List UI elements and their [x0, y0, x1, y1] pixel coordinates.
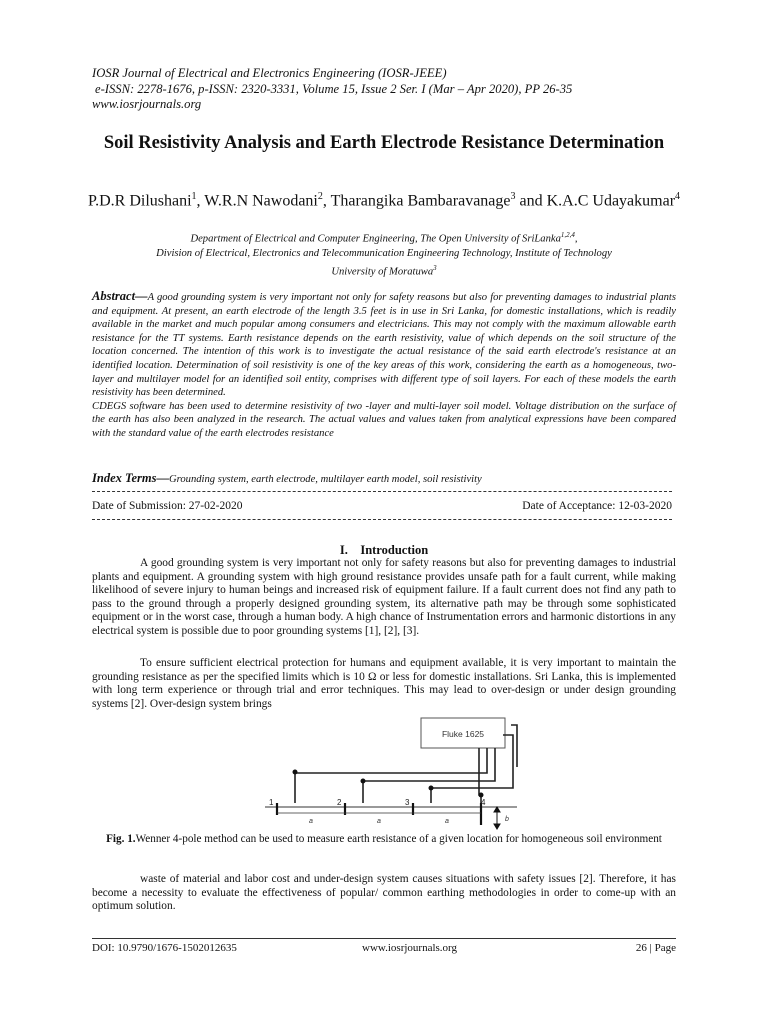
figure-caption-label: Fig. 1. — [106, 833, 136, 845]
abstract-paragraph-2: CDEGS software has been used to determine resistivity of two -layer and multi-layer soil model. Voltage distribution on the surface of the earth has also been analyzed in the research. The actual values and values taken from analytical expressions have been compared with the standard value of the earth electrodes resistance — [92, 400, 676, 439]
wenner-diagram — [255, 715, 535, 830]
electrode-label-3: 3 — [405, 798, 410, 807]
depth-label: b — [505, 816, 509, 823]
affiliation-3-sup: 3 — [433, 263, 437, 272]
affiliation-1-sup: 1,2,4 — [560, 231, 575, 239]
paper-title: Soil Resistivity Analysis and Earth Electrode Resistance Determination — [103, 133, 665, 153]
depth-arrow — [494, 807, 500, 829]
footer-rule — [92, 938, 676, 939]
section-heading — [92, 543, 676, 558]
author-1: P.D.R Dilushani — [87, 192, 192, 210]
submission-date: Date of Submission: 27-02-2020 — [92, 500, 243, 512]
affiliations: Department of Electrical and Computer Engineering, The Open University of SriLanka$^{1,2,4}$, Division of Electrical, Electronics and Telecommunication Engineering Technology, Institute of Technology University of Moratuwa$^3$ — [60, 228, 708, 279]
dates-row — [92, 500, 672, 512]
page-footer — [92, 942, 676, 954]
intro-paragraph-1: A good grounding system is very important not only for safety reasons but also for preventing damages to industrial plants and equipment. A grounding system with high ground resistance provides unsafe path for a fault current, while making likelihood of severe injury to human beings and increased risk of equipment failure. If a fault current does not find any path to pass to the ground through a properly designed grounding system, its alternative path may be through some sophisticated equipment or in the worst case, through a human body. A high chance of Instrumentation errors and harmonic distortions in any electrical system is possible due to poor grounding systems [1], [2], [3]. — [92, 557, 676, 637]
divider-top — [92, 491, 672, 492]
figure-caption-text: Wenner 4-pole method can be used to measure earth resistance of a given location for homogeneous soil environment — [135, 833, 662, 845]
divider-bottom — [92, 519, 672, 520]
author-2-sup: 2 — [317, 191, 323, 202]
intro-paragraph-2: To ensure sufficient electrical protection for humans and equipment available, it is very important to maintain the grounding resistance as per the specified limits which is 10 Ω or less for domestic installations. Sri Lanka, this is implemented with long term experience or through trial and error techniques. This may lead to over-design or under design grounding systems [2]. Over-design system brings — [92, 657, 676, 710]
journal-name: IOSR Journal of Electrical and Electronics Engineering (IOSR-JEEE) — [92, 66, 447, 80]
author-4: and K.A.C Udayakumar — [515, 192, 676, 210]
author-3-sup: 3 — [510, 191, 516, 202]
acceptance-date: Date of Acceptance: 12-03-2020 — [522, 500, 672, 512]
electrode-label-4: 4 — [481, 798, 486, 807]
probe-top-3 — [429, 786, 434, 791]
electrode-label-2: 2 — [337, 798, 342, 807]
probe-top-1 — [293, 770, 298, 775]
footer-page: 26 | Page — [635, 942, 676, 954]
author-1-sup: 1 — [191, 191, 197, 202]
affiliation-1: Department of Electrical and Computer Engineering, The Open University of SriLanka — [190, 233, 561, 245]
affiliation-2: Division of Electrical, Electronics and Telecommunication Engineering Technology, Institute of Technology — [156, 247, 612, 259]
spacing-label-3: a — [445, 818, 449, 825]
author-4-sup: 4 — [675, 191, 681, 202]
spacing-label-2: a — [377, 818, 381, 825]
section-number: I. — [339, 543, 348, 557]
footer-doi[interactable]: DOI: 10.9790/1676-1502012635 — [92, 942, 237, 954]
index-terms-text: Grounding system, earth electrode, multilayer earth model, soil resistivity — [168, 474, 482, 485]
index-terms — [92, 471, 676, 487]
intro-paragraph-3: waste of material and labor cost and under-design system causes situations with safety issues [2]. Therefore, it has become a necessity to evaluate the effectiveness of popular/ common earthing methodologies in order to come-up with an optimum solution. — [92, 873, 676, 913]
author-2: , W.R.N Nawodani — [196, 192, 318, 210]
meter-label: Fluke 1625 — [441, 729, 485, 739]
affiliation-3: University of Moratuwa — [331, 266, 434, 278]
abstract — [92, 290, 676, 441]
index-terms-label: Index Terms— — [92, 471, 169, 485]
author-3: , Tharangika Bambaravanage — [322, 192, 511, 210]
abstract-paragraph-1: A good grounding system is very important not only for safety reasons but also for preventing damages to industrial plants and equipment. At present, an earth electrode of the length 3.5 feet is in use in Sri Lanka, for domestic installations, which is readily available in the market and much popular among consumers and electricians. This may not comply with the maximum allowable earth resistance for the TT systems. Earth resistance depends on the earth resistivity, value of which depends on the soil structure of the location concerned. The intention of this work is to investigate the actual resistance of the said earth electrode's resistance at an identified location. Determination of soil resistivity is one of the key areas of this work, considering the earth as a homogeneous, two-layer and multilayer model for an identified soil entity, comprises with different type of soil layers. For each of these models the earth resistivity has been determined. — [92, 292, 676, 399]
probe-top-2 — [361, 779, 366, 784]
spacing-label-1: a — [309, 818, 313, 825]
electrode-label-1: 1 — [269, 798, 274, 807]
abstract-label: Abstract— — [92, 289, 148, 303]
footer-site[interactable]: www.iosrjournals.org — [362, 942, 458, 954]
journal-issn: e-ISSN: 2278-1676, p-ISSN: 2320-3331, Volume 15, Issue 2 Ser. I (Mar – Apr 2020), PP 26-35 — [95, 81, 573, 96]
figure-caption — [92, 832, 676, 846]
journal-site[interactable]: www.iosrjournals.org — [92, 97, 202, 111]
section-title: Introduction — [360, 543, 429, 557]
author-list — [60, 186, 708, 212]
probe-top-4 — [479, 793, 484, 798]
journal-header — [92, 66, 572, 113]
